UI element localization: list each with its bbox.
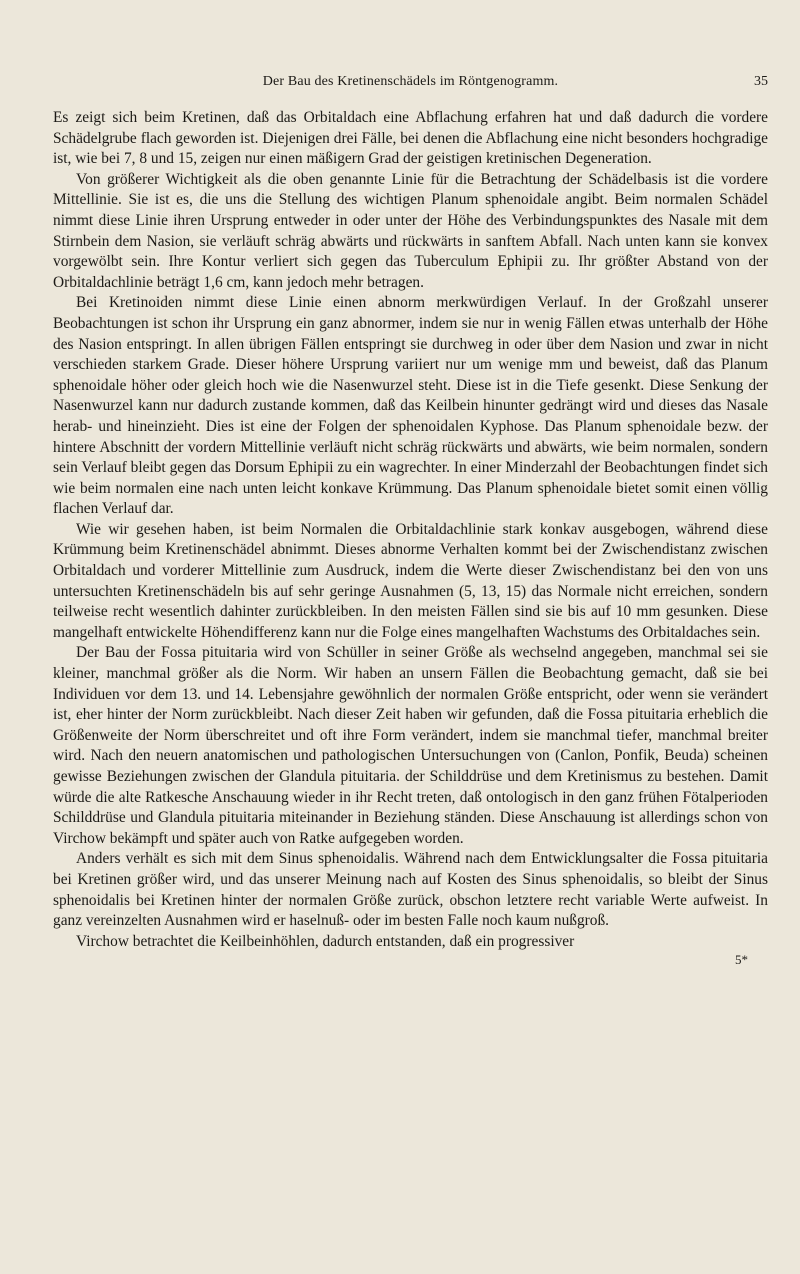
paragraph: Der Bau der Fossa pituitaria wird von Schüller in seiner Größe als wechselnd angegeben, manchmal sei sie kleiner, manchmal größer als die Norm. Wir haben an unsern Fällen die Beobachtung gemacht, daß sie bei Individuen vor dem 13. und 14. Lebensjahre gewöhnlich der normalen Größe entspricht, oder wenn sie verändert ist, eher hinter der Norm zurückbleibt. Nach dieser Zeit haben wir gefunden, daß die Fossa pituitaria erheblich die Größenweite der Norm überschreitet und oft ihre Form verändert, indem sie manchmal tiefer, manchmal breiter wird. Nach den neuern anatomischen und pathologischen Untersuchungen von (Canlon, Ponfik, Beuda) scheinen gewisse Beziehungen zwischen der Glandula pituitaria. der Schilddrüse und dem Kretinismus zu bestehen. Damit würde die alte Ratkesche Anschauung wieder in ihr Recht treten, daß ontologisch in den ganz frühen Fötalperioden Schilddrüse und Glandula pituitaria miteinander in Beziehung ständen. Diese Anschauung ist allerdings schon von Virchow bekämpft und später auch von Ratke aufgegeben worden.	[53, 644, 768, 847]
paragraph: Bei Kretinoiden nimmt diese Linie einen abnorm merkwürdigen Verlauf. In der Großzahl unserer Beobachtungen ist schon ihr Ursprung ein ganz abnormer, indem sie nur in wenig Fällen etwas unterhalb der Höhe des Nasion entspringt. In allen übrigen Fällen entspringt sie durchweg in oder über dem Nasion und zwar in nicht verschieden starkem Grade. Dieser höhere Ursprung variiert nur um wenige mm und beweist, daß das Planum sphenoidale höher oder gleich hoch wie die Nasenwurzel steht. Diese ist in die Tiefe gesenkt. Diese Senkung der Nasenwurzel kann nur dadurch zustande kommen, daß das Keilbein hinunter gedrängt wird und dieses das Nasale herab- und hineinzieht. Dies ist eine der Folgen der sphenoidalen Kyphose. Das Planum sphenoidale bezw. der hintere Abschnitt der vordern Mittellinie verläuft nicht schräg rückwärts und abwärts, wie beim normalen, sondern sein Verlauf bleibt gegen das Dorsum Ephipii zu ein wagrechter. In einer Minderzahl der Beobachtungen findet sich wie beim normalen eine nach unten leicht konkave Krümmung. Das Planum sphenoidale bietet somit einen völlig flachen Verlauf dar.	[53, 294, 768, 518]
paragraph: Anders verhält es sich mit dem Sinus sphenoidalis. Während nach dem Entwicklungsalter die Fossa pituitaria bei Kretinen größer wird, und das unserer Meinung nach auf Kosten des Sinus sphenoidalis, so bleibt der Sinus sphenoidalis bei Kretinen hinter der normalen Größe zurück, obschon letztere recht variable Werte aufweist. In ganz vereinzelten Ausnahmen wird er haselnuß- oder im besten Falle noch kaum nußgroß.	[53, 850, 768, 930]
running-header	[53, 74, 768, 96]
signature-mark: 5*	[735, 952, 748, 968]
body-text	[53, 108, 768, 952]
paragraph: Von größerer Wichtigkeit als die oben genannte Linie für die Betrachtung der Schädelbasis ist die vordere Mittellinie. Sie ist es, die uns die Stellung des wichtigen Planum sphenoidale angibt. Beim normalen Schädel nimmt diese Linie ihren Ursprung entweder in oder unter der Höhe des Verbindungspunktes des Nasale mit dem Stirnbein dem Nasion, sie verläuft schräg abwärts und rückwärts in sanftem Abfall. Nach unten kann sie konvex vorgewölbt sein. Ihre Kontur verliert sich gegen das Tuberculum Ephipii zu. Ihr größter Abstand von der Orbitaldachlinie beträgt 1,6 cm, kann jedoch mehr betragen.	[53, 170, 768, 291]
paragraph: Virchow betrachtet die Keilbeinhöhlen, dadurch entstanden, daß ein progressiver	[76, 932, 575, 950]
paragraph: Es zeigt sich beim Kretinen, daß das Orbitaldach eine Abflachung erfahren hat und daß dadurch die vordere Schädelgrube flach geworden ist. Diejenigen drei Fälle, bei denen die Abflachung eine nicht besonders hochgradige ist, wie bei 7, 8 und 15, zeigen nur einen mäßigern Grad der geistigen kretinischen Degeneration.	[53, 109, 768, 168]
running-title: Der Bau des Kretinenschädels im Röntgenogramm.	[262, 74, 559, 89]
page-number: 35	[754, 74, 768, 89]
paragraph: Wie wir gesehen haben, ist beim Normalen die Orbitaldachlinie stark konkav ausgebogen, während diese Krümmung beim Kretinenschädel abnimmt. Dieses abnorme Verhalten kommt bei der Zwischendistanz zwischen Orbitaldach und vorderer Mittellinie zum Ausdruck, indem die Werte dieser Zwischendistanz bei den von uns untersuchten Kretinenschädeln bis auf sehr geringe Ausnahmen (5, 13, 15) das Normale nicht erreichen, sondern teilweise recht wesentlich dahinter zurückbleiben. In den meisten Fällen sind sie bis auf 10 mm gesunken. Diese mangelhaft entwickelte Höhendifferenz kann nur die Folge eines mangelhaften Wachstums des Orbitaldaches sein.	[53, 520, 768, 641]
